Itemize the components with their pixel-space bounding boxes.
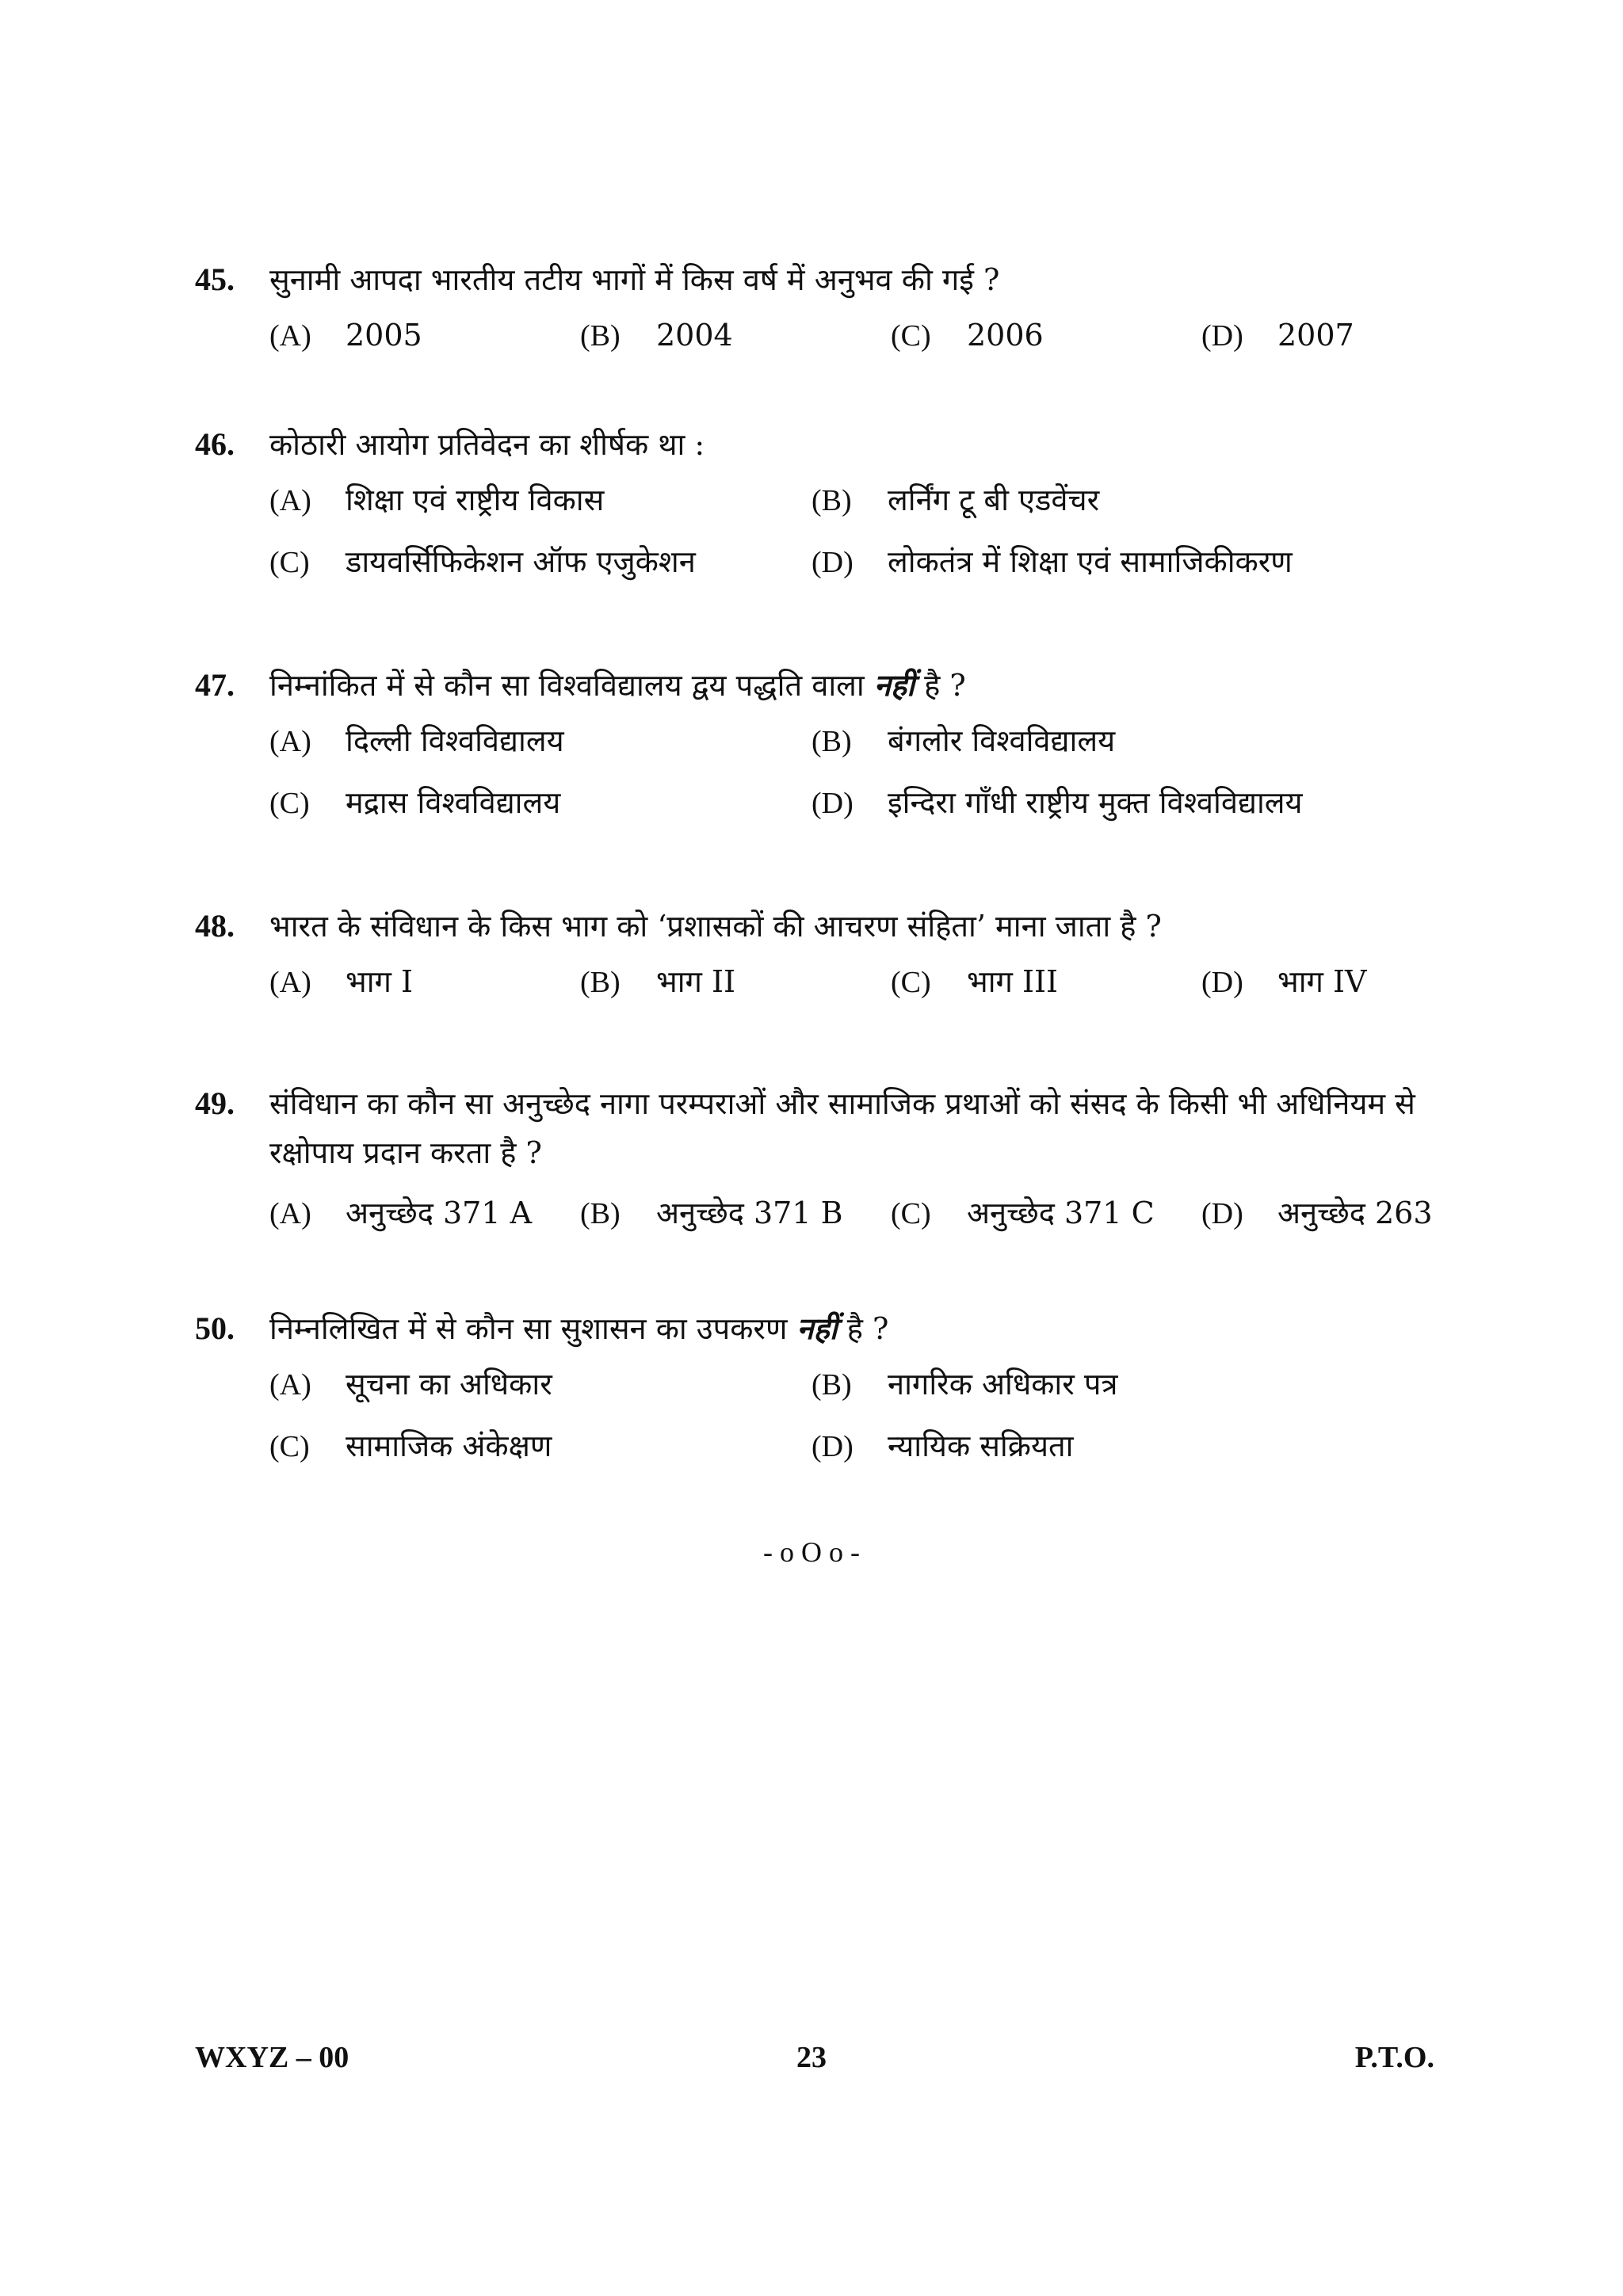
negation-emphasis: नहीं [873, 667, 915, 703]
question-48 [195, 902, 1447, 1013]
question-number: 49. [195, 1085, 235, 1121]
question-number: 50. [195, 1310, 235, 1346]
option-b: (B) 2004 [580, 318, 733, 353]
option-b: (B) भाग II [580, 964, 736, 999]
question-45 [195, 255, 1447, 366]
option-c: (C) मद्रास विश्वविद्यालय [269, 785, 561, 820]
option-a: (A) दिल्ली विश्वविद्यालय [269, 723, 564, 758]
option-c: (C) अनुच्छेद 371 C [891, 1196, 1155, 1230]
option-c: (C) भाग III [891, 964, 1059, 999]
question-46 [195, 420, 1447, 593]
option-d: (D) इन्दिरा गाँधी राष्ट्रीय मुक्त विश्वविद्यालय [812, 785, 1303, 820]
question-number: 47. [195, 667, 235, 703]
question-text: निम्नांकित में से कौन सा विश्वविद्यालय द्वय पद्धति वाला नहीं है ? [269, 667, 966, 703]
option-b: (B) अनुच्छेद 371 B [580, 1196, 843, 1230]
option-a: (A) अनुच्छेद 371 A [269, 1196, 533, 1230]
question-text: कोठारी आयोग प्रतिवेदन का शीर्षक था : [269, 427, 705, 462]
option-a: (A) 2005 [269, 318, 422, 353]
question-text: भारत के संविधान के किस भाग को ‘प्रशासकों की आचरण संहिता’ माना जाता है ? [269, 909, 1162, 944]
option-a: (A) भाग I [269, 964, 414, 999]
question-number: 46. [195, 426, 235, 462]
option-c: (C) डायवर्सिफिकेशन ऑफ एजुकेशन [269, 544, 696, 579]
option-b: (B) नागरिक अधिकार पत्र [812, 1367, 1118, 1402]
option-c: (C) 2006 [891, 318, 1044, 353]
question-49 [195, 1079, 1447, 1244]
question-number: 48. [195, 908, 235, 944]
question-50 [195, 1304, 1447, 1477]
option-d: (D) अनुच्छेद 263 [1201, 1196, 1433, 1230]
option-b: (B) बंगलोर विश्वविद्यालय [812, 723, 1116, 758]
question-number: 45. [195, 261, 235, 297]
question-text: संविधान का कौन सा अनुच्छेद नागा परम्पराओं और सामाजिक प्रथाओं को संसद के किसी भी अधिनियम से रक्षोपाय प्रदान करता है ? [269, 1086, 1415, 1170]
option-d: (D) भाग IV [1201, 964, 1367, 999]
page-number: 23 [796, 2041, 827, 2074]
option-d: (D) 2007 [1201, 318, 1354, 353]
option-a: (A) सूचना का अधिकार [269, 1367, 552, 1402]
question-47 [195, 661, 1447, 833]
option-d: (D) न्यायिक सक्रियता [812, 1428, 1074, 1463]
paper-code: WXYZ – 00 [195, 2041, 349, 2074]
option-d: (D) लोकतंत्र में शिक्षा एवं सामाजिकीकरण [812, 544, 1293, 579]
negation-emphasis: नहीं [796, 1310, 838, 1346]
option-b: (B) लर्निंग टू बी एडवेंचर [812, 482, 1100, 517]
option-a: (A) शिक्षा एवं राष्ट्रीय विकास [269, 482, 605, 517]
option-c: (C) सामाजिक अंकेक्षण [269, 1428, 552, 1463]
question-text: सुनामी आपदा भारतीय तटीय भागों में किस वर्ष में अनुभव की गई ? [269, 262, 1000, 297]
pto-label: P.T.O. [1354, 2041, 1434, 2074]
question-text: निम्नलिखित में से कौन सा सुशासन का उपकरण नहीं है ? [269, 1310, 889, 1346]
end-separator: - o O o - [763, 1536, 860, 1568]
